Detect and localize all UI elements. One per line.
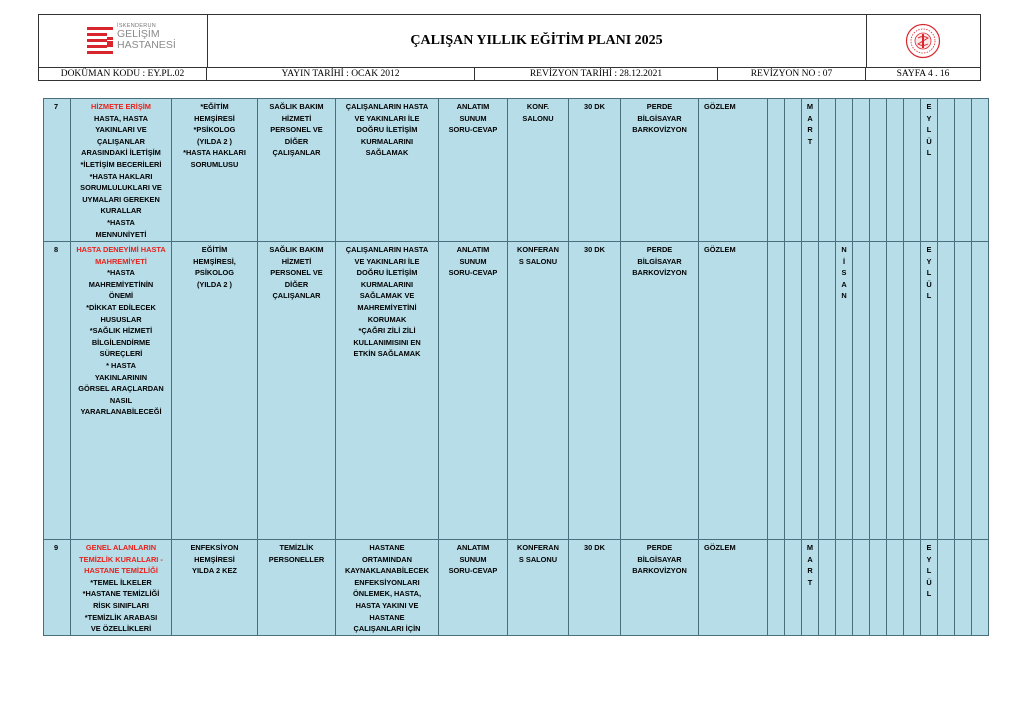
document-title: ÇALIŞAN YILLIK EĞİTİM PLANI 2025: [207, 15, 867, 67]
goal-line: DOĞRU İLETİŞİM: [356, 125, 418, 135]
topic-title: HASTA DENEYİMİ HASTA MAHREMİYETİ: [76, 245, 166, 266]
trainer-line: HEMŞİRESİ: [194, 554, 235, 564]
ministry-seal-icon: [905, 23, 941, 59]
tools-line: BİLGİSAYAR: [637, 256, 682, 266]
month-cell: [955, 242, 972, 540]
audience-line: PERSONEL VE: [270, 268, 323, 278]
trainer-line: HEMŞİRESİ: [194, 113, 235, 123]
audience-cell: [258, 242, 336, 540]
topic-line: ÖNEMİ: [108, 291, 134, 301]
topic-line: HUSUSLAR: [100, 314, 142, 324]
month-cell: [853, 242, 870, 540]
method-line: SORU-CEVAP: [448, 566, 498, 576]
tools-line: PERDE: [646, 543, 673, 552]
goal-line: *ÇAĞRI ZİLİ ZİLİ: [358, 326, 416, 336]
month-cell: [836, 242, 853, 540]
month-cell: [768, 242, 785, 540]
tools-line: BARKOVİZYON: [632, 268, 687, 278]
topic-line: *DİKKAT EDİLECEK: [86, 302, 156, 312]
duration-cell: 30 DK: [569, 242, 621, 540]
method-line: ANLATIM: [456, 102, 490, 111]
topic-cell: [71, 540, 172, 636]
trainer-line: HEMŞİRESİ,: [193, 256, 236, 266]
trainer-line: EĞİTİM: [201, 245, 228, 254]
audience-line: ÇALIŞANLAR: [272, 291, 321, 301]
topic-line: *İLETİŞİM BECERİLERİ: [80, 159, 162, 169]
training-plan-table: [43, 98, 989, 636]
audience-line: ÇALIŞANLAR: [272, 148, 321, 158]
audience-line: DİĞER: [284, 279, 309, 289]
topic-title: GENEL ALANLARIN TEMİZLİK KURALLARI - HASTANE TEMİZLİĞİ: [79, 543, 163, 576]
topic-line: YAKINLARININ: [94, 372, 148, 382]
tools-cell: [621, 540, 699, 636]
goal-line: KURMALARINI: [360, 279, 414, 289]
method-line: SUNUM: [459, 113, 487, 123]
month-label: E Y L Ü L: [926, 543, 932, 599]
row-number: 8: [44, 242, 71, 540]
evaluation-cell: GÖZLEM: [699, 540, 768, 636]
row-number: 9: [44, 540, 71, 636]
topic-line: SÜREÇLERİ: [99, 349, 143, 359]
month-cell: [819, 540, 836, 636]
method-line: ANLATIM: [456, 245, 490, 254]
duration-cell: 30 DK: [569, 540, 621, 636]
month-cell: [836, 99, 853, 242]
audience-line: SAĞLIK BAKIM: [269, 102, 324, 111]
method-line: SUNUM: [459, 554, 487, 564]
trainer-cell: [172, 99, 258, 242]
audience-line: HİZMETİ: [281, 256, 312, 266]
month-cell: [768, 540, 785, 636]
month-cell: [785, 99, 802, 242]
month-cell: [819, 99, 836, 242]
audience-line: DİĞER: [284, 136, 309, 146]
month-cell: [938, 242, 955, 540]
table-row: [44, 242, 989, 540]
goal-line: KORUMAK: [367, 314, 407, 324]
topic-line: YARARLANABİLECEĞİ: [80, 407, 162, 417]
document-code: DOKÜMAN KODU : EY.PL.02: [39, 67, 207, 80]
goal-line: MAHREMİYETİNİ: [357, 302, 417, 312]
month-cell: [921, 540, 938, 636]
month-cell: [768, 99, 785, 242]
trainer-cell: [172, 540, 258, 636]
goal-line: HASTANE: [369, 543, 405, 552]
month-label: N İ S A N: [841, 245, 847, 301]
trainer-line: SORUMLUSU: [190, 159, 239, 169]
goal-line: ÇALIŞANLARI İÇİN: [353, 624, 421, 634]
month-label: M A R T: [806, 543, 814, 587]
topic-line: SORUMLULUKLARI VE: [80, 183, 162, 193]
month-cell: [870, 99, 887, 242]
month-cell: [853, 99, 870, 242]
tools-line: BİLGİSAYAR: [637, 554, 682, 564]
revision-number: REVİZYON NO : 07: [718, 67, 866, 80]
topic-line: *HASTA HAKLARI: [89, 171, 153, 181]
topic-line: *HASTA: [107, 217, 135, 227]
hospital-logo: [39, 15, 208, 67]
topic-line: MAHREMİYETİNİN: [88, 279, 154, 289]
logo-line1: GELİŞİM: [117, 28, 160, 40]
audience-line: TEMİZLİK: [279, 543, 314, 552]
trainer-line: *HASTA HAKLARI: [183, 148, 246, 158]
goal-line: ENFEKSİYONLARI: [354, 577, 420, 587]
goal-line: ETKİN SAĞLAMAK: [353, 349, 421, 359]
goal-line: ÇALIŞANLARIN HASTA: [345, 102, 429, 111]
topic-line: BİLGİLENDİRME: [91, 337, 151, 347]
trainer-line: (YILDA 2 ): [196, 136, 233, 146]
logo-small-text: İSKENDERUN: [117, 23, 157, 29]
place-line: S SALONU: [518, 554, 558, 564]
audience-line: PERSONELLER: [268, 554, 325, 564]
trainer-line: PSİKOLOG: [194, 268, 234, 278]
audience-line: HİZMETİ: [281, 113, 312, 123]
month-cell: [802, 242, 819, 540]
ministry-seal: [866, 15, 980, 67]
trainer-cell: [172, 242, 258, 540]
goal-cell: [336, 99, 439, 242]
topic-line: *TEMİZLİK ARABASI: [84, 612, 158, 622]
goal-line: KURMALARINI: [360, 136, 414, 146]
month-cell: [972, 99, 989, 242]
month-cell: [785, 540, 802, 636]
goal-line: HASTA YAKINI VE: [355, 600, 419, 610]
month-cell: [921, 99, 938, 242]
place-line: KONF.: [526, 102, 550, 111]
topic-line: YAKINLARI VE: [95, 125, 147, 135]
method-cell: [439, 540, 508, 636]
tools-cell: [621, 99, 699, 242]
month-cell: [921, 242, 938, 540]
month-cell: [955, 540, 972, 636]
topic-line: *HASTANE TEMİZLİĞİ: [82, 589, 160, 599]
goal-line: ORTAMINDAN: [362, 554, 412, 564]
page-number: SAYFA 4 . 16: [896, 68, 950, 79]
method-cell: [439, 242, 508, 540]
trainer-line: ENFEKSİYON: [190, 543, 239, 552]
goal-line: KAYNAKLANABİLECEK: [345, 566, 429, 576]
tools-line: PERDE: [646, 102, 673, 111]
topic-line: * HASTA: [106, 360, 136, 370]
topic-line: *HASTA: [107, 268, 135, 278]
method-line: SORU-CEVAP: [448, 268, 498, 278]
goal-line: VE YAKINLARI İLE: [354, 256, 420, 266]
month-label: M A R T: [806, 102, 814, 146]
tools-cell: [621, 242, 699, 540]
tools-line: BARKOVİZYON: [632, 125, 687, 135]
table-row: [44, 99, 989, 242]
month-cell: [904, 540, 921, 636]
topic-line: ARASINDAKİ İLETİŞİM: [81, 148, 161, 158]
trainer-line: *PSİKOLOG: [193, 125, 236, 135]
publish-date: YAYIN TARİHİ : OCAK 2012: [207, 67, 475, 80]
topic-line: UYMALARI GEREKEN: [82, 194, 160, 204]
method-line: SUNUM: [459, 256, 487, 266]
trainer-line: (YILDA 2 ): [196, 279, 233, 289]
goal-line: SAĞLAMAK: [365, 148, 409, 158]
topic-line: VE ÖZELLİKLERİ: [90, 624, 152, 634]
trainer-line: YILDA 2 KEZ: [192, 566, 237, 576]
method-cell: [439, 99, 508, 242]
duration-cell: 30 DK: [569, 99, 621, 242]
hospital-logo-icon: [87, 25, 113, 55]
topic-line: *TEMEL İLKELER: [90, 577, 152, 587]
month-cell: [819, 242, 836, 540]
logo-line2: HASTANESİ: [117, 39, 176, 51]
topic-cell: [71, 99, 172, 242]
place-line: S SALONU: [518, 256, 558, 266]
tools-line: PERDE: [646, 245, 673, 254]
place-cell: [508, 540, 569, 636]
evaluation-cell: GÖZLEM: [699, 99, 768, 242]
month-cell: [887, 242, 904, 540]
place-cell: [508, 242, 569, 540]
topic-title: HİZMETE ERİŞİM: [91, 102, 151, 111]
month-cell: [836, 540, 853, 636]
goal-cell: [336, 540, 439, 636]
audience-cell: [258, 540, 336, 636]
month-cell: [870, 242, 887, 540]
audience-line: PERSONEL VE: [270, 125, 323, 135]
goal-line: ÇALIŞANLARIN HASTA: [345, 245, 429, 254]
month-cell: [887, 540, 904, 636]
month-cell: [802, 99, 819, 242]
audience-line: SAĞLIK BAKIM: [269, 245, 324, 254]
month-cell: [853, 540, 870, 636]
revision-date: REVİZYON TARİHİ : 28.12.2021: [475, 67, 718, 80]
place-line: KONFERAN: [517, 245, 559, 254]
row-number: 7: [44, 99, 71, 242]
month-cell: [938, 540, 955, 636]
method-line: ANLATIM: [456, 543, 490, 552]
topic-line: NASIL: [109, 395, 133, 405]
month-cell: [904, 242, 921, 540]
topic-line: MENNUNİYETİ: [95, 229, 147, 239]
month-cell: [870, 540, 887, 636]
place-line: SALONU: [522, 113, 554, 123]
month-cell: [972, 242, 989, 540]
tools-line: BİLGİSAYAR: [637, 113, 682, 123]
place-line: KONFERAN: [517, 543, 559, 552]
topic-line: ÇALIŞANLAR: [96, 136, 146, 146]
topic-line: GÖRSEL ARAÇLARDAN: [78, 384, 164, 394]
topic-cell: [71, 242, 172, 540]
month-cell: [938, 99, 955, 242]
month-cell: [904, 99, 921, 242]
topic-line: HASTA, HASTA: [94, 113, 148, 123]
month-label: E Y L Ü L: [926, 102, 932, 158]
place-cell: [508, 99, 569, 242]
goal-line: SAĞLAMAK VE: [359, 291, 415, 301]
tools-line: BARKOVİZYON: [632, 566, 687, 576]
month-cell: [785, 242, 802, 540]
month-cell: [802, 540, 819, 636]
trainer-line: *EĞİTİM: [200, 102, 229, 111]
topic-line: KURALLAR: [100, 206, 142, 216]
goal-line: KULLANIMISINI EN: [353, 337, 421, 347]
goal-line: HASTANE: [369, 612, 405, 622]
month-cell: [955, 99, 972, 242]
table-row: [44, 540, 989, 636]
goal-line: DOĞRU İLETİŞİM: [356, 268, 418, 278]
evaluation-cell: GÖZLEM: [699, 242, 768, 540]
month-cell: [972, 540, 989, 636]
audience-cell: [258, 99, 336, 242]
goal-line: ÖNLEMEK, HASTA,: [352, 589, 422, 599]
goal-line: VE YAKINLARI İLE: [354, 113, 420, 123]
method-line: SORU-CEVAP: [448, 125, 498, 135]
topic-line: RİSK SINIFLARI: [93, 600, 149, 610]
topic-line: *SAĞLIK HİZMETİ: [89, 326, 153, 336]
month-cell: [887, 99, 904, 242]
month-label: E Y L Ü L: [926, 245, 932, 301]
document-header: [38, 14, 981, 81]
goal-cell: [336, 242, 439, 540]
